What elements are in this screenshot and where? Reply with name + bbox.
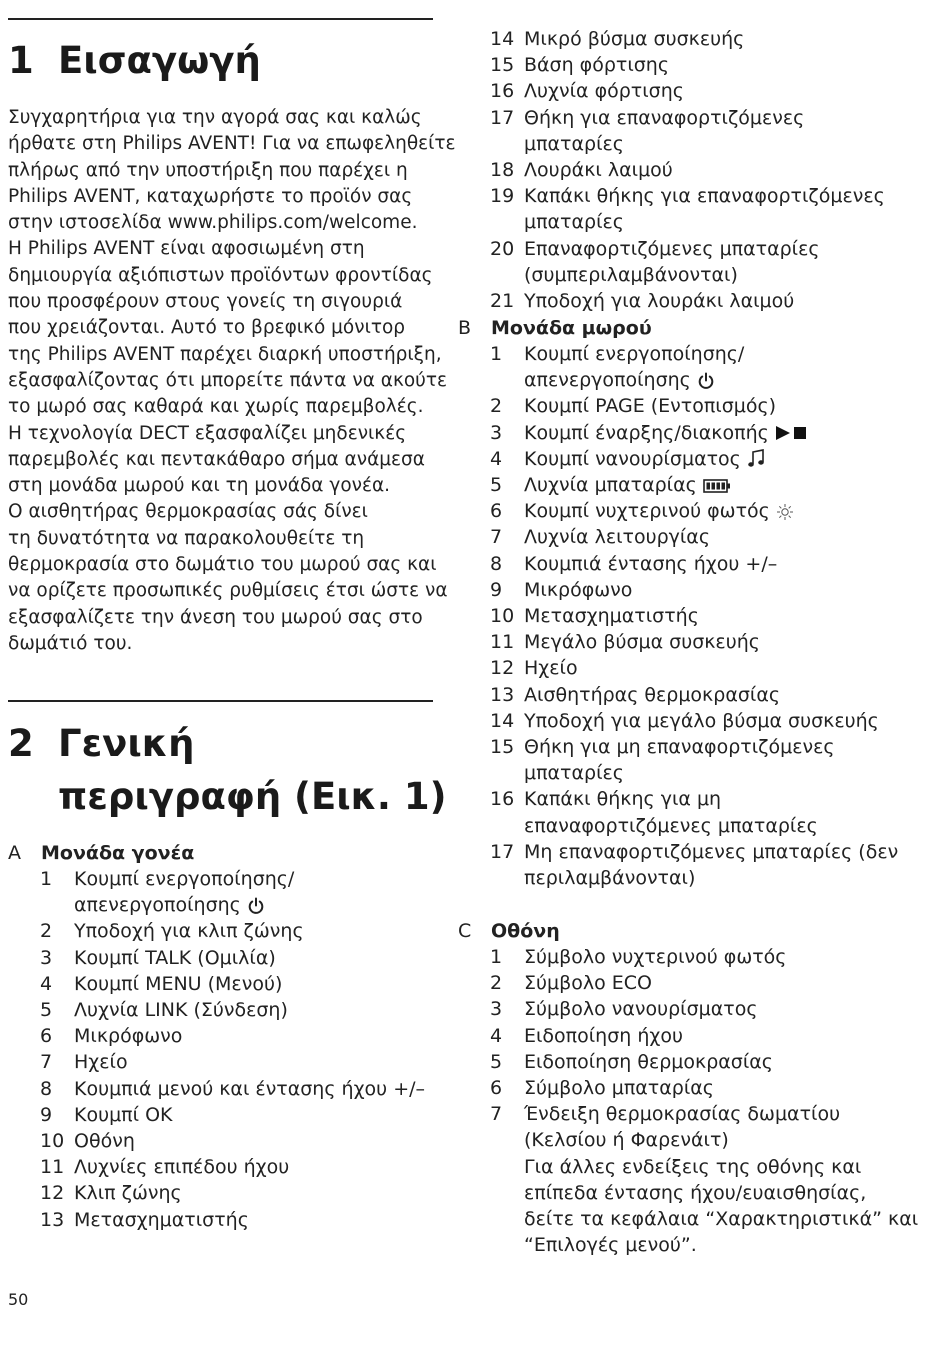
list-item-text: Λυχνία φόρτισης — [524, 80, 684, 103]
list-item-text: Κουμπί PAGE (Εντοπισμός) — [524, 395, 777, 418]
list-item-text: Κουμπιά μενού και έντασης ήχου +/– — [74, 1077, 426, 1100]
intro-line: Ο αισθητήρας θερμοκρασίας σάς δίνει — [8, 501, 368, 523]
intro-line: ήρθατε στη Philips AVENT! Για να επωφεληθείτε — [8, 133, 456, 155]
intro-line: της Philips AVENT παρέχει διαρκή υποστήριξη, — [8, 343, 442, 365]
list-item-number: 21 — [490, 290, 515, 312]
list-item-text: περιλαμβάνονται) — [524, 867, 696, 889]
section-2-heading — [8, 718, 447, 828]
list-item-number: 9 — [40, 1103, 53, 1126]
list-item-text: Αισθητήρας θερμοκρασίας — [524, 683, 780, 706]
list-item-text: “Επιλογές μενού”. — [524, 1234, 697, 1257]
list-item-number: 2 — [490, 395, 503, 418]
list-item-number: 5 — [40, 999, 53, 1021]
list-item-text: επαναφορτιζόμενες μπαταρίες — [524, 814, 818, 837]
list-item-number: 15 — [490, 54, 515, 77]
baby-unit-title: Μονάδα μωρού — [491, 317, 652, 339]
list-item-text: Μεγάλο βύσμα συσκευής — [524, 631, 760, 654]
intro-line: να ορίζετε προσωπικές ρυθμίσεις έτσι ώστε να — [8, 580, 448, 602]
display-letter: C — [458, 920, 472, 942]
power-icon — [247, 897, 265, 915]
list-item-text: Κουμπί OK — [74, 1103, 173, 1126]
list-item-number: 13 — [490, 683, 515, 706]
intro-line: τη δυνατότητα να παρακολουθείτε τη — [8, 527, 365, 549]
intro-line: Η τεχνολογία DECT εξασφαλίζει μηδενικές — [8, 422, 407, 444]
list-item-number: 11 — [40, 1156, 65, 1179]
intro-line: Συγχαρητήρια για την αγορά σας και καλώς — [8, 107, 422, 128]
parent-unit-letter: A — [8, 842, 21, 864]
intro-line: στη μονάδα μωρού και τη μονάδα γονέα. — [8, 475, 391, 497]
list-item-text: Κουμπί νυχτερινού φωτός — [524, 500, 770, 523]
list-item-number: 5 — [490, 474, 503, 496]
intro-line: στην ιστοσελίδα www.philips.com/welcome. — [8, 212, 418, 234]
list-item-text: μπαταρίες — [524, 762, 624, 785]
list-item-text: Ειδοποίηση ήχου — [524, 1024, 683, 1047]
list-item-text: απενεργοποίησης — [524, 369, 691, 392]
list-item-text: Υποδοχή για λουράκι λαιμού — [524, 290, 795, 312]
list-item-text: Λυχνίες επιπέδου ήχου — [74, 1156, 290, 1179]
intro-line: εξασφαλίζετε την άνεση του μωρού σας στο — [8, 606, 423, 628]
list-item-text: Θήκη για επαναφορτιζόμενες — [524, 106, 805, 129]
list-item-number: 7 — [40, 1051, 53, 1074]
intro-line: Η Philips AVENT είναι αφοσιωμένη στη — [8, 238, 365, 260]
section-2-rule — [8, 700, 433, 702]
display-title: Οθόνη — [491, 920, 560, 942]
intro-line: το μωρό σας καθαρά και χωρίς παρεμβολές. — [8, 396, 424, 418]
list-item-text: Λυχνία λειτουργίας — [524, 526, 710, 549]
list-item-text: Υποδοχή για κλιπ ζώνης — [74, 920, 304, 943]
list-item-text: Μικρόφωνο — [74, 1025, 183, 1048]
list-item-number: 12 — [40, 1182, 65, 1205]
list-item-text: Σύμβολο νανουρίσματος — [524, 998, 758, 1021]
section-1-rule — [8, 18, 433, 20]
list-item-text: Μικρό βύσμα συσκευής — [524, 28, 745, 50]
list-item-text: Κουμπί TALK (Ομιλία) — [74, 946, 276, 969]
list-item-text: Μετασχηματιστής — [524, 605, 699, 627]
list-item-text: Υποδοχή για μεγάλο βύσμα συσκευής — [524, 709, 879, 732]
intro-line: που χρειάζονται. Αυτό το βρεφικό μόνιτορ — [8, 317, 406, 339]
list-item-text: Σύμβολο νυχτερινού φωτός — [524, 946, 787, 968]
list-item-text: Λυχνία LINK (Σύνδεση) — [74, 999, 288, 1021]
list-item-number: 15 — [490, 736, 515, 758]
list-item-number: 16 — [490, 80, 515, 103]
list-item-number: 17 — [490, 106, 515, 129]
list-item-number: 6 — [490, 500, 503, 523]
list-item-number: 5 — [490, 1050, 503, 1073]
intro-line: Philips AVENT, καταχωρήστε το προϊόν σας — [8, 185, 413, 207]
baby-unit-letter: B — [458, 317, 472, 339]
nightlight-icon — [776, 503, 794, 521]
list-item-text: Κουμπί ενεργοποίησης/ — [524, 343, 745, 365]
list-item-text: Οθόνη — [74, 1130, 135, 1152]
intro-line: που προσφέρουν στους γονείς τη σιγουριά — [8, 291, 403, 313]
list-item-number: 3 — [40, 946, 53, 969]
list-item-text: Κουμπί MENU (Μενού) — [74, 972, 283, 995]
list-item-number: 12 — [490, 657, 515, 680]
list-item-number: 14 — [490, 709, 515, 732]
list-item-number: 1 — [490, 946, 503, 968]
list-item-number: 8 — [40, 1077, 53, 1100]
list-item-number: 16 — [490, 788, 515, 811]
list-item-number: 18 — [490, 159, 515, 181]
list-item-text: Ηχείο — [74, 1051, 128, 1074]
intro-line: πλήρως από την υποστήριξη που παρέχει η — [8, 159, 408, 181]
section-2-number: 2 — [8, 722, 34, 765]
list-item-number: 1 — [40, 868, 53, 890]
list-item-text: Ειδοποίηση θερμοκρασίας — [524, 1050, 773, 1073]
list-item-number: 2 — [40, 920, 53, 943]
list-item-text: επίπεδα έντασης ήχου/ευαισθησίας, — [524, 1181, 867, 1204]
list-item-number: 13 — [40, 1208, 65, 1231]
list-item-text: Βάση φόρτισης — [524, 54, 670, 77]
list-item-text: δείτε τα κεφάλαια “Χαρακτηριστικά” και — [524, 1208, 919, 1230]
intro-line: θερμοκρασία στο δωμάτιο του μωρού σας και — [8, 554, 437, 576]
list-item-text: μπαταρίες — [524, 132, 624, 155]
list-item-text: Μετασχηματιστής — [74, 1208, 249, 1231]
battery-icon — [703, 478, 731, 494]
list-item-number: 8 — [490, 552, 503, 575]
list-item-number: 3 — [490, 421, 503, 444]
list-item-text: Κουμπί νανουρίσματος — [524, 447, 741, 470]
list-item-text: (Κελσίου ή Φαρενάιτ) — [524, 1129, 729, 1152]
list-item-text: Ένδειξη θερμοκρασίας δωματίου — [524, 1103, 841, 1126]
list-item-text: Για άλλες ενδείξεις της οθόνης και — [524, 1155, 862, 1178]
list-item-text: Λυχνία μπαταρίας — [524, 474, 697, 496]
list-item-text: Κουμπιά έντασης ήχου +/– — [524, 552, 778, 575]
list-item-text: Κλιπ ζώνης — [74, 1182, 182, 1205]
intro-line: εξασφαλίζοντας ότι μπορείτε πάντα να ακούτε — [8, 369, 448, 391]
list-item-number: 4 — [40, 972, 53, 995]
list-item-text: Μη επαναφορτιζόμενες μπαταρίες (δεν — [524, 840, 899, 863]
section-1-title: Εισαγωγή — [58, 39, 261, 82]
list-item-number: 20 — [490, 237, 515, 260]
intro-line: παρεμβολές και πεντακάθαρο σήμα ανάμεσα — [8, 448, 425, 470]
intro-paragraph — [8, 105, 456, 657]
intro-line: δημιουργία αξιόπιστων προϊόντων φροντίδας — [8, 264, 433, 286]
list-item-number: 17 — [490, 840, 515, 863]
section-1-number: 1 — [8, 39, 34, 82]
list-item-text: μπαταρίες — [524, 211, 624, 234]
list-item-text: απενεργοποίησης — [74, 894, 241, 917]
list-item-number: 14 — [490, 28, 515, 50]
list-item-text: Μικρόφωνο — [524, 578, 633, 601]
section-2-title-line2: περιγραφή (Εικ. 1) — [58, 775, 447, 818]
list-item-number: 6 — [40, 1025, 53, 1048]
list-item-text: Σύμβολο ECO — [524, 972, 652, 995]
parent-unit-title: Μονάδα γονέα — [41, 842, 195, 864]
list-item-number: 7 — [490, 526, 503, 549]
list-item-number: 3 — [490, 998, 503, 1021]
power-icon — [697, 372, 715, 390]
list-item-text: Ηχείο — [524, 657, 578, 680]
list-item-number: 2 — [490, 972, 503, 995]
intro-line: δωμάτιό του. — [8, 632, 133, 654]
list-item-number: 10 — [40, 1130, 65, 1152]
list-item-number: 11 — [490, 631, 515, 654]
play-stop-icon — [775, 425, 809, 441]
list-item-text: Θήκη για μη επαναφορτιζόμενες — [524, 736, 835, 758]
list-item-number: 7 — [490, 1103, 503, 1126]
list-item-number: 1 — [490, 343, 503, 365]
page-number: 50 — [8, 1290, 29, 1309]
list-item-text: Επαναφορτιζόμενες μπαταρίες — [524, 237, 820, 260]
list-item-number: 4 — [490, 447, 503, 470]
list-item-text: Καπάκι θήκης για μη — [524, 788, 722, 811]
music-note-icon — [747, 449, 765, 469]
list-item-number: 6 — [490, 1077, 503, 1099]
list-item-text: Καπάκι θήκης για επαναφορτιζόμενες — [524, 185, 885, 208]
list-item-text: Λουράκι λαιμού — [524, 159, 673, 181]
list-item-text: Κουμπί ενεργοποίησης/ — [74, 868, 295, 890]
list-item-text: Κουμπί έναρξης/διακοπής — [524, 421, 769, 444]
section-2-title-line1: Γενική — [58, 722, 195, 765]
list-item-number: 9 — [490, 578, 503, 601]
list-item-text: Σύμβολο μπαταρίας — [524, 1077, 714, 1099]
list-item-number: 10 — [490, 605, 515, 627]
list-item-number: 4 — [490, 1024, 503, 1047]
list-item-text: (συμπεριλαμβάνονται) — [524, 263, 738, 286]
list-item-number: 19 — [490, 185, 515, 208]
